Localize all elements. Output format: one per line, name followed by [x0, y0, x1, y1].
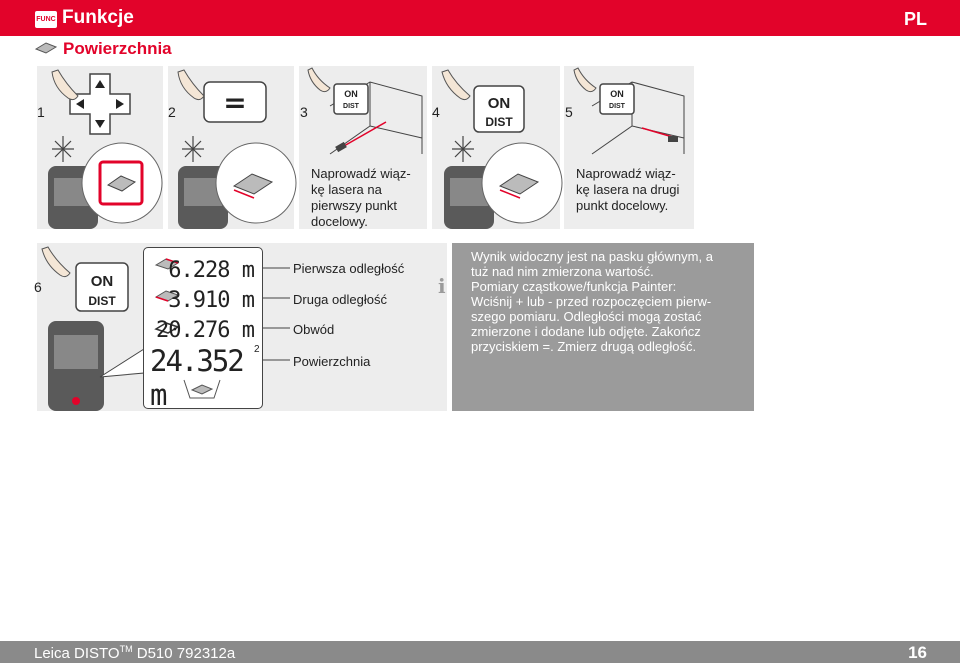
step-3-instruction — [311, 166, 411, 230]
step-3-illustration — [310, 66, 426, 156]
footer-product — [34, 644, 235, 662]
step-2-illustration — [170, 66, 292, 229]
info-text — [471, 249, 756, 354]
equals-key-label: = — [223, 86, 247, 119]
device-display — [143, 247, 263, 412]
info-line-3: Pomiary cząstkowe/funkcja Painter: — [471, 279, 677, 294]
step-3-line-2: kę lasera na — [311, 182, 382, 197]
step-number-3: 3 — [300, 104, 308, 120]
footer-bar — [0, 641, 960, 663]
language-code: PL — [903, 9, 927, 29]
dist-label: DIST — [609, 103, 625, 110]
info-line-4: Wciśnij + lub - przed rozpoczęciem pierw- — [471, 294, 712, 309]
footer-trademark: TM — [119, 644, 133, 654]
dist-label: DIST — [88, 294, 116, 308]
info-line-1: Wynik widoczny jest na pasku głównym, a — [471, 249, 713, 264]
header-bar — [0, 0, 960, 36]
page-title: Funkcje — [62, 7, 134, 28]
step-4-illustration — [436, 66, 558, 229]
info-line-7: przyciskiem =. Zmierz drugą odległość. — [471, 339, 697, 354]
step-3-line-4: docelowy. — [311, 214, 368, 229]
info-box — [438, 243, 754, 411]
on-label: ON — [90, 273, 114, 290]
footer-brand: Leica DISTO — [34, 645, 120, 662]
step-5-line-1: Naprowadź wiąz- — [576, 166, 676, 181]
info-line-6: zmierzone i dodane lub odjęte. Zakończ — [471, 324, 701, 339]
step-1-illustration — [40, 66, 162, 229]
dist-label: DIST — [485, 115, 513, 129]
step-3-line-3: pierwszy punkt — [311, 198, 397, 213]
step-3-line-1: Naprowadź wiąz- — [311, 166, 411, 181]
area-tab-icon — [182, 380, 222, 404]
step-number-2: 2 — [168, 104, 176, 120]
callout-leader-lines — [262, 262, 294, 372]
reading-perimeter: 20.276 m — [156, 318, 254, 343]
step-number-6: 6 — [34, 279, 42, 295]
reading-first-distance: 6.228 m — [168, 258, 254, 283]
step-number-4: 4 — [432, 104, 440, 120]
footer-model: D510 792312a — [132, 645, 236, 662]
on-label: ON — [610, 89, 624, 99]
step-number-5: 5 — [565, 104, 573, 120]
reading-second-distance: 3.910 m — [168, 288, 254, 313]
step-6-illustration — [40, 243, 160, 411]
step-5-illustration — [576, 66, 692, 156]
label-perimeter: Obwód — [293, 322, 335, 337]
step-5-instruction — [576, 166, 679, 214]
page-number: 16 — [908, 643, 927, 662]
func-key-label: FUNC — [36, 16, 56, 23]
step-5-line-2: kę lasera na drugi — [576, 182, 680, 197]
step-5-line-3: punkt docelowy. — [576, 198, 669, 213]
reading-area: 24.352 m — [150, 344, 243, 412]
label-first-distance: Pierwsza odległość — [293, 261, 405, 276]
info-line-2: tuż nad nim zmierzona wartość. — [471, 264, 654, 279]
on-label: ON — [344, 89, 358, 99]
section-title: Powierzchnia — [63, 39, 172, 58]
label-second-distance: Druga odległość — [293, 292, 387, 307]
step-number-1: 1 — [37, 104, 45, 120]
dist-label: DIST — [343, 103, 359, 110]
info-line-5: szego pomiaru. Odległości mogą zostać — [471, 309, 702, 324]
info-icon: i — [438, 274, 446, 298]
area-unit-superscript: 2 — [254, 344, 260, 355]
func-key-icon — [35, 11, 57, 28]
on-label: ON — [487, 95, 511, 112]
label-area: Powierzchnia — [293, 354, 371, 369]
area-icon — [34, 41, 58, 55]
